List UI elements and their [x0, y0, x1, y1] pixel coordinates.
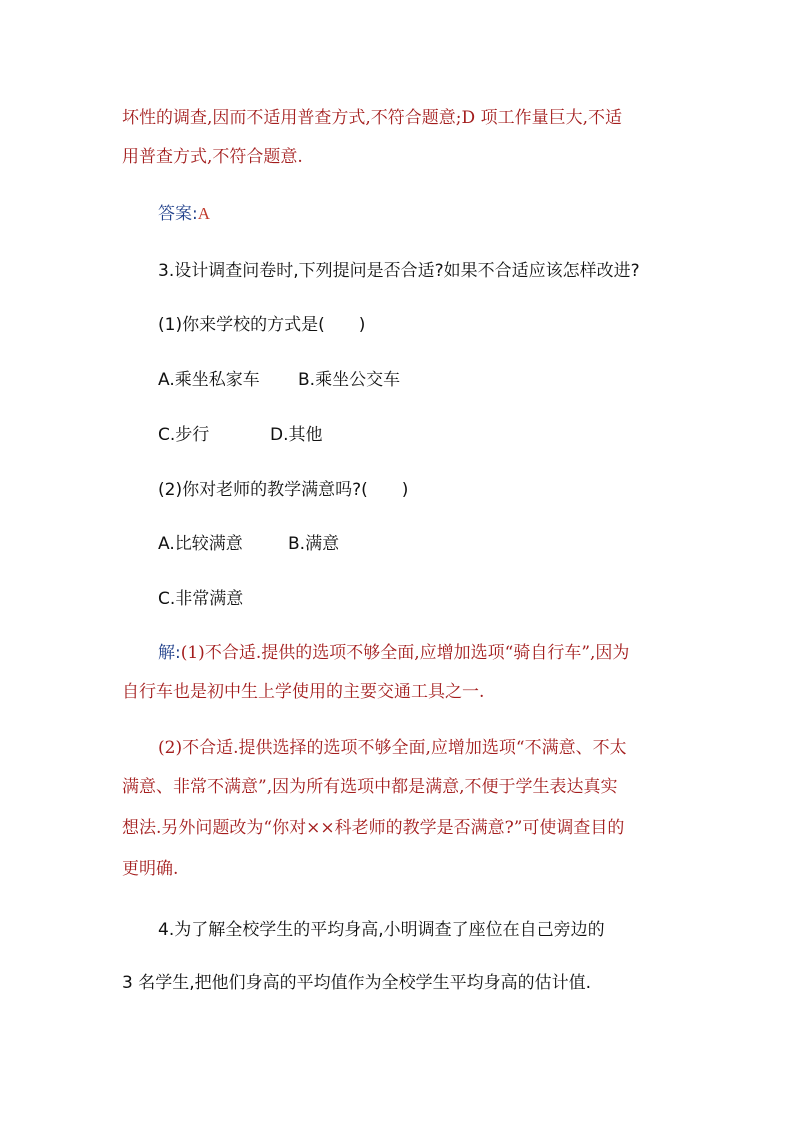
- question-4-line-2: 3 名学生,把他们身高的平均值作为全校学生平均身高的估计值.: [122, 973, 592, 993]
- q3-part-2-option-c: C.非常满意: [158, 589, 244, 609]
- solution-label: 解: [158, 643, 175, 663]
- solution-paragraph-2-line-4: 更明确.: [122, 859, 179, 879]
- q3-part-2-option-a: A.比较满意: [158, 534, 243, 554]
- question-3-part-1-prompt: (1)你来学校的方式是( ): [158, 315, 366, 335]
- q3-part-1-option-b: B.乘坐公交车: [298, 370, 401, 390]
- q3-part-1-option-d: D.其他: [270, 425, 323, 445]
- question-3-part-2-prompt: (2)你对老师的教学满意吗?( ): [158, 480, 409, 500]
- explanation-line-1: 坏性的调查,因而不适用普查方式,不符合题意;D 项工作量巨大,不适: [122, 108, 622, 128]
- question-3-stem: 3.设计调查问卷时,下列提问是否合适?如果不合适应该怎样改进?: [158, 261, 640, 281]
- solution-p1-text: (1)不合适.提供的选项不够全面,应增加选项“骑自行车”,因为: [180, 643, 630, 663]
- answer-label: 答案: [158, 204, 192, 224]
- q3-part-1-option-a: A.乘坐私家车: [158, 370, 260, 390]
- q3-part-1-option-c: C.步行: [158, 425, 210, 445]
- answer-row: [158, 202, 210, 226]
- solution-separator: :: [175, 643, 181, 663]
- q3-part-2-option-b: B.满意: [288, 534, 340, 554]
- explanation-line-2: 用普查方式,不符合题意.: [122, 147, 303, 167]
- solution-paragraph-2-line-2: 满意、非常不满意”,因为所有选项中都是满意,不便于学生表达真实: [122, 777, 618, 797]
- answer-value: A: [197, 204, 211, 223]
- solution-paragraph-1-line-1: [158, 641, 629, 665]
- question-4-line-1: 4.为了解全校学生的平均身高,小明调查了座位在自己旁边的: [158, 920, 605, 940]
- solution-paragraph-1-line-2: 自行车也是初中生上学使用的主要交通工具之一.: [122, 682, 485, 702]
- solution-paragraph-2-line-3: 想法.另外问题改为“你对××科老师的教学是否满意?”可使调查目的: [122, 818, 625, 838]
- solution-paragraph-2-line-1: (2)不合适.提供选择的选项不够全面,应增加选项“不满意、不太: [158, 738, 627, 758]
- answer-separator: :: [192, 204, 198, 224]
